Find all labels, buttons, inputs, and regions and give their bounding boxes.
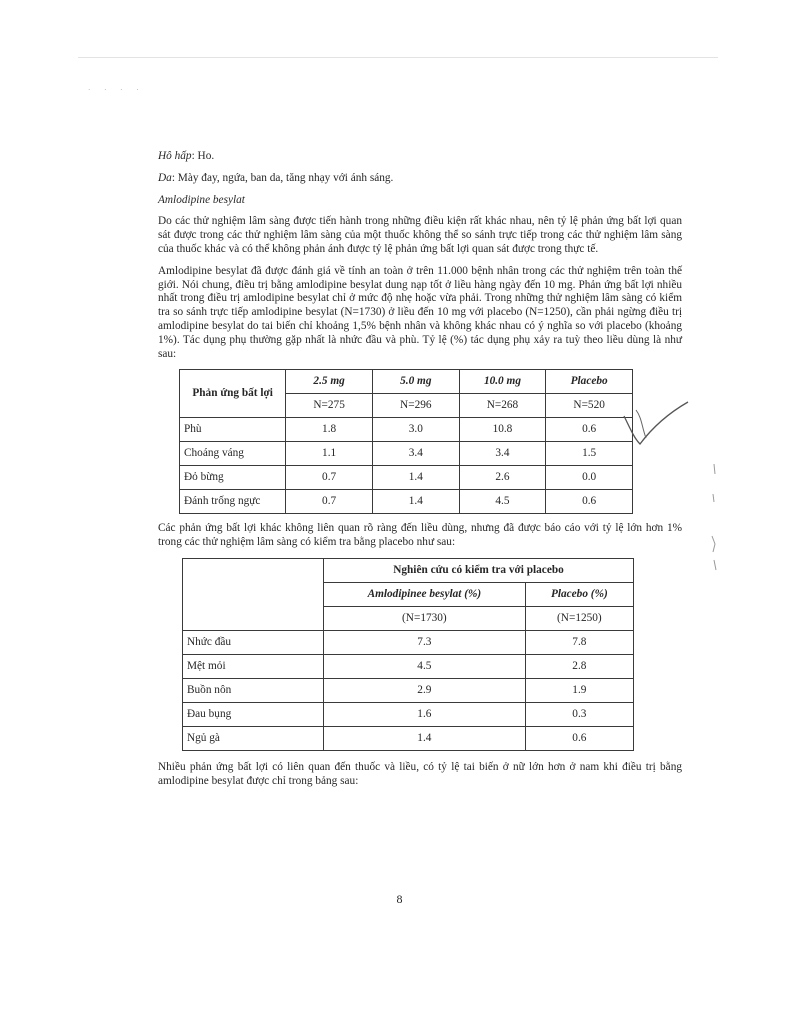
table-cell: 0.0 xyxy=(546,466,633,490)
table-cell: 1.4 xyxy=(372,466,459,490)
paragraph-4: Nhiều phản ứng bất lợi có liên quan đến thuốc và liều, có tỷ lệ tai biến ở nữ lớn hơn ở nam khi điều trị bằng amlodipine besylat được chỉ trong bảng sau: xyxy=(158,760,682,787)
reaction-label: Choáng váng xyxy=(180,442,286,466)
sample-size: N=520 xyxy=(546,394,633,418)
scan-specks: · · · · xyxy=(88,86,145,94)
respiratory-label: Hô hấp xyxy=(158,150,192,162)
table-row xyxy=(183,678,634,702)
table-cell: 1.4 xyxy=(324,726,526,750)
table2-title-row xyxy=(183,558,634,582)
table-cell: 1.9 xyxy=(525,678,633,702)
reaction-label: Đỏ bừng xyxy=(180,466,286,490)
table-cell: 0.6 xyxy=(525,726,633,750)
table-cell: 0.6 xyxy=(546,418,633,442)
table2-title: Nghiên cứu có kiểm tra với placebo xyxy=(324,558,634,582)
reaction-label: Phù xyxy=(180,418,286,442)
table-cell: 1.6 xyxy=(324,702,526,726)
table2-n-row xyxy=(183,606,634,630)
paragraph-3: Các phản ứng bất lợi khác không liên quan rõ ràng đến liều dùng, nhưng đã được báo cáo với tỷ lệ lớn hơn 1% trong các thử nghiệm lâm sàng có kiểm tra bằng placebo như sau: xyxy=(158,522,682,549)
reaction-label: Mệt mỏi xyxy=(183,654,324,678)
skin-label: Da xyxy=(158,171,172,184)
table1-header-row xyxy=(180,370,633,394)
table-cell: 0.6 xyxy=(546,490,633,514)
table-cell: 2.9 xyxy=(324,678,526,702)
table-cell: 2.8 xyxy=(525,654,633,678)
table-row xyxy=(180,442,633,466)
table-cell: 3.4 xyxy=(459,442,546,466)
table-row xyxy=(183,654,634,678)
document-body xyxy=(158,150,682,797)
dose-header: 10.0 mg xyxy=(459,370,546,394)
dose-adverse-reactions-table xyxy=(179,369,633,514)
section-title: Amlodipine besylat xyxy=(158,193,245,206)
table-cell: 1.1 xyxy=(286,442,373,466)
paragraph-1: Do các thử nghiệm lâm sàng được tiến hành trong những điều kiện rất khác nhau, nên tỷ lệ phản ứng bất lợi quan sát được trong các thử nghiệm lâm sàng của một thuốc không thể so sánh trực tiếp trong các thử nghiệm lâm sàng của thuốc khác và có thể không phản ánh được tỷ lệ phản ứng bất lợi quan sát được trong thực tế. xyxy=(158,215,682,255)
skin-line xyxy=(158,172,682,186)
reaction-label: Đau bụng xyxy=(183,702,324,726)
table-cell: 0.7 xyxy=(286,490,373,514)
table-row xyxy=(183,726,634,750)
drug-header: Amlodipinee besylat (%) xyxy=(324,582,526,606)
top-rule xyxy=(78,57,718,58)
sample-size: (N=1730) xyxy=(324,606,526,630)
table-row xyxy=(180,466,633,490)
table-cell: 0.7 xyxy=(286,466,373,490)
table-cell: 7.3 xyxy=(324,630,526,654)
table-row xyxy=(180,490,633,514)
table-cell: 3.4 xyxy=(372,442,459,466)
reaction-label: Buồn nôn xyxy=(183,678,324,702)
page-number: 8 xyxy=(396,892,403,906)
table-row xyxy=(183,702,634,726)
respiratory-line xyxy=(158,150,682,164)
table-cell: 0.3 xyxy=(525,702,633,726)
dose-header: Placebo xyxy=(546,370,633,394)
sample-size: N=268 xyxy=(459,394,546,418)
dose-header: 5.0 mg xyxy=(372,370,459,394)
table-row xyxy=(180,418,633,442)
dose-header: 2.5 mg xyxy=(286,370,373,394)
table1-row-header: Phản ứng bất lợi xyxy=(180,370,286,418)
table-cell: 4.5 xyxy=(324,654,526,678)
sample-size: (N=1250) xyxy=(525,606,633,630)
table-cell: 4.5 xyxy=(459,490,546,514)
table-cell: 1.8 xyxy=(286,418,373,442)
sample-size: N=275 xyxy=(286,394,373,418)
sample-size: N=296 xyxy=(372,394,459,418)
handwritten-check-mark xyxy=(616,398,706,458)
reaction-label: Nhức đầu xyxy=(183,630,324,654)
table-cell: 1.4 xyxy=(372,490,459,514)
placebo-controlled-table xyxy=(182,558,634,751)
table-cell: 10.8 xyxy=(459,418,546,442)
table-cell: 1.5 xyxy=(546,442,633,466)
table2-header-row xyxy=(183,582,634,606)
table-cell: 7.8 xyxy=(525,630,633,654)
margin-scribble xyxy=(704,460,724,580)
respiratory-text: : Ho. xyxy=(191,150,215,162)
table-cell: 3.0 xyxy=(372,418,459,442)
placebo-header: Placebo (%) xyxy=(525,582,633,606)
paragraph-2: Amlodipine besylat đã được đánh giá về tính an toàn ở trên 11.000 bệnh nhân trong các thử nghiệm trên toàn thế giới. Nói chung, điều trị bằng amlodipine besylat dung nạp tốt ở liều hàng ngày đến 10 mg. Phản ứng bất lợi nhiều nhất trong điều trị amlodipine besylat chỉ ở mức độ nhẹ hoặc vừa phải. Trong những thử nghiệm lâm sàng có kiểm tra so sánh trực tiếp amlodipine besylat (N=1730) ở liều đến 10 mg với placebo (N=1250), cần phải ngừng điều trị amlodipine besylat do tai biến chỉ khoảng 1,5% bệnh nhân và không khác nhau có ý nghĩa so với placebo (khoảng 1%). Tác dụng phụ thường gặp nhất là nhức đầu và phù. Tỷ lệ (%) tác dụng phụ xảy ra tuỳ theo liều dùng là như sau: xyxy=(158,264,682,360)
table-cell: 2.6 xyxy=(459,466,546,490)
table-row xyxy=(183,630,634,654)
reaction-label: Ngủ gà xyxy=(183,726,324,750)
reaction-label: Đánh trống ngực xyxy=(180,490,286,514)
skin-text: : Mày đay, ngứa, ban da, tăng nhạy với ánh sáng. xyxy=(171,171,394,184)
